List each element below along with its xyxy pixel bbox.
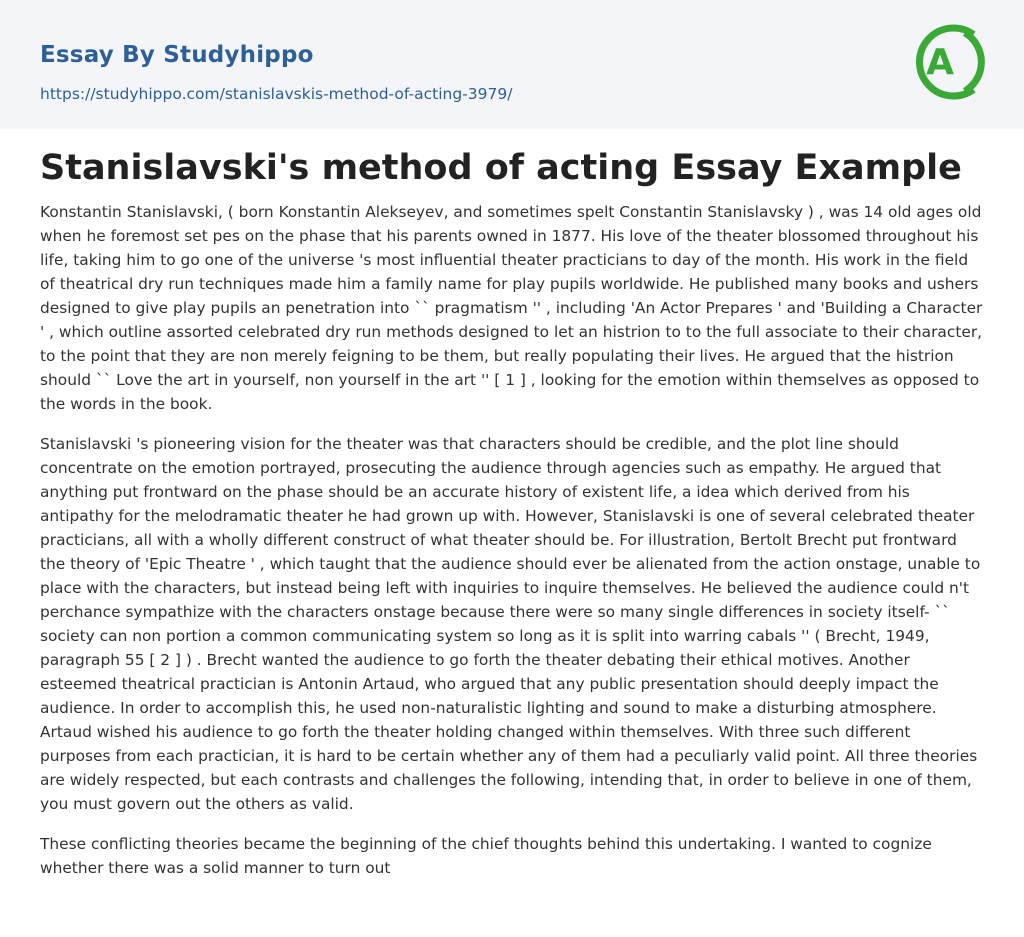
paragraph: Stanislavski 's pioneering vision for the theater was that characters should be credible, and the plot line should concentrate on the emotion portrayed, prosecuting the audience through agencies such as empathy. He argued that anything put frontward on the phase should be an accurate history of existent life, a idea which derived from his antipathy for the melodramatic theater he had grown up with. However, Stanislavski is one of several celebrated theater practicians, all with a wholly different construct of what theater should be. For illustration, Bertolt Brecht put frontward the theory of 'Epic Theatre ' , which taught that the audience should ever be alienated from the action onstage, unable to place with the characters, but instead being left with inquiries to inquire themselves. He believed the audience could n't perchance sympathize with the characters onstage because there were so many single differences in society itself- `` society can non portion a common communicating system so long as it is split into warring cabals '' ( Brecht, 1949, paragraph 55 [ 2 ] ) . Brecht wanted the audience to go forth the theater debating their ethical motives. Another esteemed theatrical practician is Antonin Artaud, who argued that any public presentation should deeply impact the audience. In order to accomplish this, he used non-naturalistic lighting and sound to make a disturbing atmosphere. Artaud wished his audience to go forth the theater holding changed within themselves. With three such different purposes from each practician, it is hard to be certain whether any of them had a peculiarly valid point. All three theories are widely respected, but each contrasts and challenges the following, intending that, in order to believe in one of them, you must govern out the others as valid.	[40, 435, 981, 813]
article-title: Stanislavski's method of acting Essay Example	[40, 148, 962, 188]
site-header	[0, 0, 1024, 129]
site-title[interactable]: Essay By Studyhippo	[40, 42, 314, 68]
paragraph: Konstantin Stanislavski, ( born Konstantin Alekseyev, and sometimes spelt Constantin Stanislavsky ) , was 14 old ages old when he foremost set pes on the phase that his parents owned in 1877. His love of the theater blossomed throughout his life, taking him to go one of the universe 's most influential theater practicians to day of the month. His work in the field of theatrical dry run techniques made him a family name for play pupils worldwide. He published many books and ushers designed to give play pupils an penetration into `` pragmatism '' , including 'An Actor Prepares ' and 'Building a Character ' , which outline assorted celebrated dry run methods designed to let an histrion to to the full associate to their character, to the point that they are non merely feigning to be them, but really populating their lives. He argued that the histrion should `` Love the art in yourself, non yourself in the art '' [ 1 ] , looking for the emotion within themselves as opposed to the words in the book.	[40, 203, 983, 413]
article-url-link[interactable]: https://studyhippo.com/stanislavskis-method-of-acting-3979/	[40, 85, 513, 103]
article-body	[40, 200, 985, 896]
logo-letter: A	[926, 42, 954, 83]
paragraph: These conflicting theories became the beginning of the chief thoughts behind this undertaking. I wanted to cognize whether there was a solid manner to turn out	[40, 835, 932, 877]
studyhippo-logo-icon[interactable]	[910, 18, 988, 106]
